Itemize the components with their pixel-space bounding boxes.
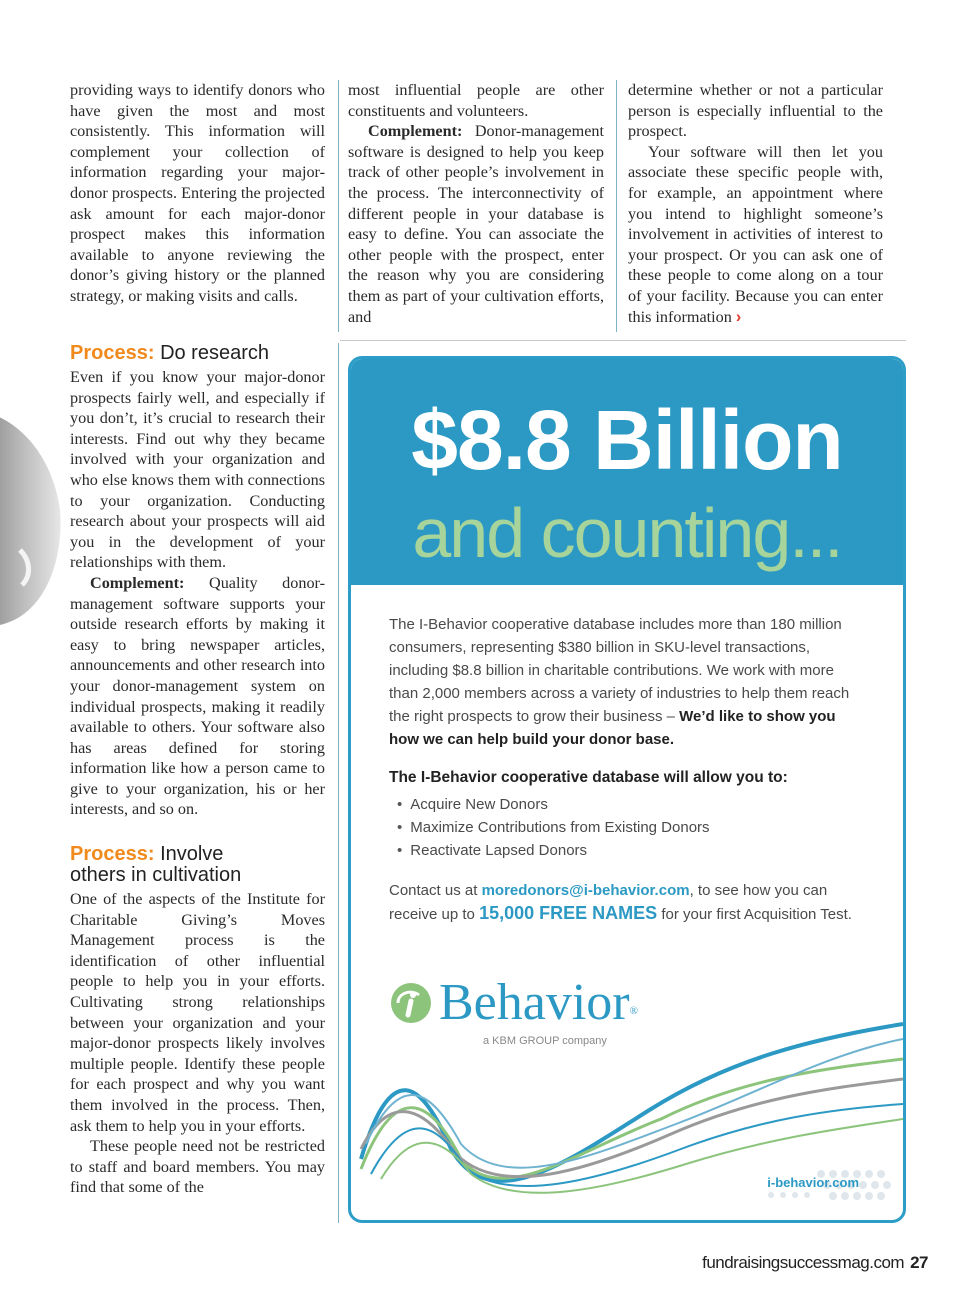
column-divider (338, 343, 339, 1223)
article-column-1-main (70, 343, 325, 1198)
ad-benefits-list (397, 793, 710, 862)
logo-wordmark: Behavior (439, 974, 630, 1031)
article-column-3-top (628, 80, 883, 327)
list-item: • Maximize Contributions from Existing Donors (397, 816, 710, 839)
computer-mouse-image (0, 400, 65, 630)
email-link[interactable]: moredonors@i-behavior.com (481, 882, 690, 899)
ad-body-bold: We’d like to show you how we can help build your donor base. (389, 708, 836, 748)
paragraph: most influential people are other constituents and volunteers. (348, 81, 604, 120)
paragraph: determine whether or not a particular person is especially influential to the prospect. (628, 81, 883, 141)
section-heading-involve-others: Process: Involve others in cultivation (70, 843, 242, 887)
paragraph: Complement: Donor-management software is designed to help you keep track of other people’s involvement in the process. The interconnectivity of different people in your database is easy to define. You can associate the other people with the prospect, enter the reason why you are considering them as part of your cultivation efforts, and (348, 122, 604, 326)
paragraph: Complement: Quality donor-management software supports your outside research efforts by making it easy to bring newspaper articles, announcements and other research into your donor-management system on individual prospects, making it readily available to others. Your software also has areas defined for storing information like how a person came to give to your organization, his or her interests, and so on. (70, 573, 326, 819)
complement-label: Complement: (368, 122, 463, 141)
article-column-2-top (348, 80, 604, 327)
page-number: 27 (910, 1253, 928, 1272)
ad-subheadline: and counting... (412, 494, 842, 572)
section-divider (340, 340, 906, 341)
article-column-1-top (70, 80, 325, 307)
ad-headline: $8.8 Billion (411, 393, 843, 487)
list-item: • Reactivate Lapsed Donors (397, 839, 710, 862)
complement-label: Complement: (90, 573, 185, 592)
section-heading-do-research: Process: Do research (70, 342, 269, 364)
i-behavior-logo-icon (389, 981, 433, 1025)
page-footer (702, 1253, 928, 1273)
continue-arrow-icon: › (735, 307, 742, 326)
paragraph: One of the aspects of the Institute for Charitable Giving’s Moves Management process is the identification of other influential people to help you in your efforts. Cultivating strong relationships between your organization and your major-donor prospects likely involves multiple people. Identify these people for each prospect and why you want them involved in the process. Then, ask them to help you in your efforts. (70, 890, 325, 1135)
i-behavior-logo (389, 973, 689, 1033)
column-divider (338, 80, 339, 332)
free-names-offer: 15,000 FREE NAMES (479, 903, 658, 923)
paragraph: Your software will then let you associate these specific people with, for example, an appointment where you intend to highlight someone’s involvement in activities of interest to your prospect. Or you can ask one of these people to come along on a tour of your facility. Because you can enter this information › (628, 142, 883, 326)
i-behavior-advertisement (348, 356, 906, 1223)
paragraph: Even if you know your major-donor prospects fairly well, and especially if you don’t, it’s crucial to research their interests. Find out why they became involved with your organization and who else knows them with connections to your organization. Conducting research about your prospects will aid you in the development of your relationships with them. (70, 368, 325, 572)
column-divider (616, 80, 617, 332)
paragraph: providing ways to identify donors who have given the most and most consistently. This information will complement your collection of information regarding your major-donor prospects. Entering the projected ask amount for each major-donor prospect makes this information available to anyone reviewing the donor’s giving history or the planned strategy, or making visits and calls. (70, 81, 325, 305)
footer-site: fundraisingsuccessmag.com (702, 1253, 905, 1272)
paragraph: These people need not be restricted to staff and board members. You may find that some of the (70, 1137, 325, 1197)
ad-list-title: The I-Behavior cooperative database will allow you to: (389, 769, 788, 786)
ad-tagline: a KBM GROUP company (483, 1035, 607, 1047)
ad-body-text: The I-Behavior cooperative database includes more than 180 million consumers, representing $380 billion in SKU-level transactions, including $8.8 billion in charitable contributions. We work with more than 2,000 members across a variety of industries to help them reach the right prospects to grow their business – We’d like to show you how we can help build your donor base. (389, 616, 850, 748)
list-item: • Acquire New Donors (397, 793, 710, 816)
ad-contact-text: Contact us at moredonors@i-behavior.com, to see how you can receive up to 15,000 FREE NAMES for your first Acquisition Test. (389, 882, 852, 923)
registered-mark: ® (629, 1005, 638, 1017)
ad-website-link[interactable]: i-behavior.com (767, 1175, 859, 1190)
